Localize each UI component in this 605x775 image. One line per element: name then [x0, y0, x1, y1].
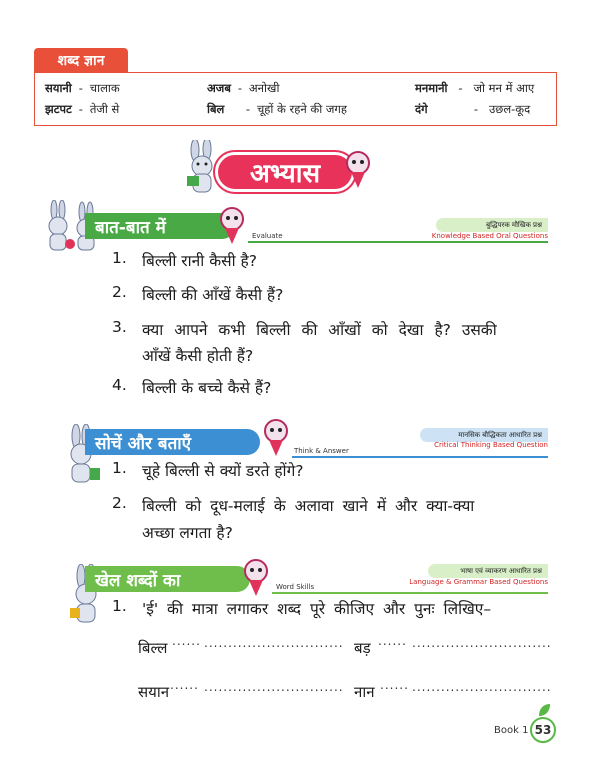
abhyas-title: अभ्यास: [249, 159, 321, 189]
section2-divider: [292, 456, 548, 458]
answer-line[interactable]: .............................: [204, 636, 344, 650]
pencil-icon: [345, 150, 371, 190]
book-label: Book 1: [494, 725, 529, 736]
vocab-box: [34, 72, 557, 126]
vocab-dash: -: [78, 81, 83, 95]
bunny-icon: [185, 140, 219, 198]
question-text: बिल्ली रानी कैसी है?: [142, 252, 257, 270]
question-number: 1.: [112, 459, 127, 477]
vocab-meaning: चालाक: [89, 81, 120, 95]
exercise-word: नान: [354, 683, 375, 701]
question-text: 'ई' की मात्रा लगाकर शब्द पूरे कीजिए और पुनः लिखिए–: [142, 600, 492, 618]
section1-tag-en: Knowledge Based Oral Questions: [431, 232, 548, 240]
pencil-icon: [218, 206, 246, 246]
vocab-meaning: अनोखी: [248, 81, 280, 95]
fill-dots[interactable]: ......: [378, 634, 407, 648]
question-text: बिल्ली के बच्चे कैसे हैं?: [142, 379, 272, 397]
vocab-word: अजब: [207, 81, 231, 95]
leaf-icon: [536, 702, 552, 718]
page-number: 53: [530, 717, 556, 743]
section2-subtitle-en: Think & Answer: [294, 447, 349, 455]
section1-tag: बुद्धिपरक मौखिक प्रश्न: [436, 218, 548, 232]
vocab-dash: -: [458, 81, 463, 95]
vocab-dash: -: [78, 102, 83, 116]
vocab-word: बिल: [207, 102, 225, 116]
question-text: बिल्ली को दूध-मलाई के अलावा खाने में और क्या-क्या: [142, 497, 475, 515]
pencil-icon: [262, 418, 290, 458]
section1-subtitle-en: Evaluate: [252, 232, 283, 240]
vocab-dash: -: [237, 81, 242, 95]
vocab-word: मनमानी: [415, 81, 448, 95]
pencil-icon: [242, 558, 270, 598]
question-number: 4.: [112, 376, 127, 394]
answer-line[interactable]: .............................: [204, 680, 344, 694]
section3-divider: [272, 592, 548, 594]
section2-tag-en: Critical Thinking Based Question: [434, 441, 548, 449]
vocab-word: झटपट: [45, 102, 72, 116]
exercise-word: बड़: [354, 639, 371, 657]
question-text: चूहे बिल्ली से क्यों डरते होंगे?: [142, 462, 304, 480]
fill-dots[interactable]: ......: [172, 634, 201, 648]
question-text-continued: अच्छा लगता है?: [142, 524, 233, 542]
section2-tag: मानसिक बौद्धिकता आधारित प्रश्न: [420, 428, 548, 442]
vocab-meaning: उछल-कूद: [489, 102, 531, 116]
vocab-meaning: चूहों के रहने की जगह: [257, 102, 347, 116]
question-number: 3.: [112, 318, 127, 336]
section1-title: बात-बात में: [85, 213, 235, 239]
exercise-word: बिल्ल: [138, 639, 168, 657]
section3-subtitle-en: Word Skills: [276, 583, 315, 591]
question-text: क्या आपने कभी बिल्ली की आँखों को देखा है? उसकी: [142, 321, 497, 339]
question-number: 1.: [112, 597, 127, 615]
question-number: 2.: [112, 494, 127, 512]
question-text-continued: आँखें कैसी होती हैं?: [142, 347, 254, 365]
vocab-dash: -: [473, 102, 479, 116]
vocab-word: दंगे: [415, 102, 428, 116]
answer-line[interactable]: .............................: [412, 636, 552, 650]
section1-divider: [248, 241, 548, 243]
vocab-title: शब्द ज्ञान: [34, 48, 128, 72]
section3-tag: भाषा एवं व्याकरण आधारित प्रश्न: [428, 564, 548, 578]
vocab-meaning: जो मन में आए: [473, 81, 535, 95]
section3-title: खेल शब्दों का: [85, 566, 250, 592]
vocab-dash: -: [245, 102, 251, 116]
vocab-meaning: तेजी से: [89, 102, 120, 116]
fill-dots[interactable]: ......: [380, 678, 409, 692]
abhyas-banner: [185, 140, 375, 200]
question-number: 1.: [112, 249, 127, 267]
vocab-word: सयानी: [45, 81, 72, 95]
question-text: बिल्ली की आँखें कैसी हैं?: [142, 286, 284, 304]
section3-tag-en: Language & Grammar Based Questions: [409, 578, 548, 586]
answer-line[interactable]: .............................: [412, 680, 552, 694]
exercise-word: सयान: [138, 683, 170, 701]
section2-title: सोचें और बताएँ: [85, 429, 260, 455]
question-number: 2.: [112, 283, 127, 301]
fill-dots[interactable]: ......: [170, 678, 199, 692]
